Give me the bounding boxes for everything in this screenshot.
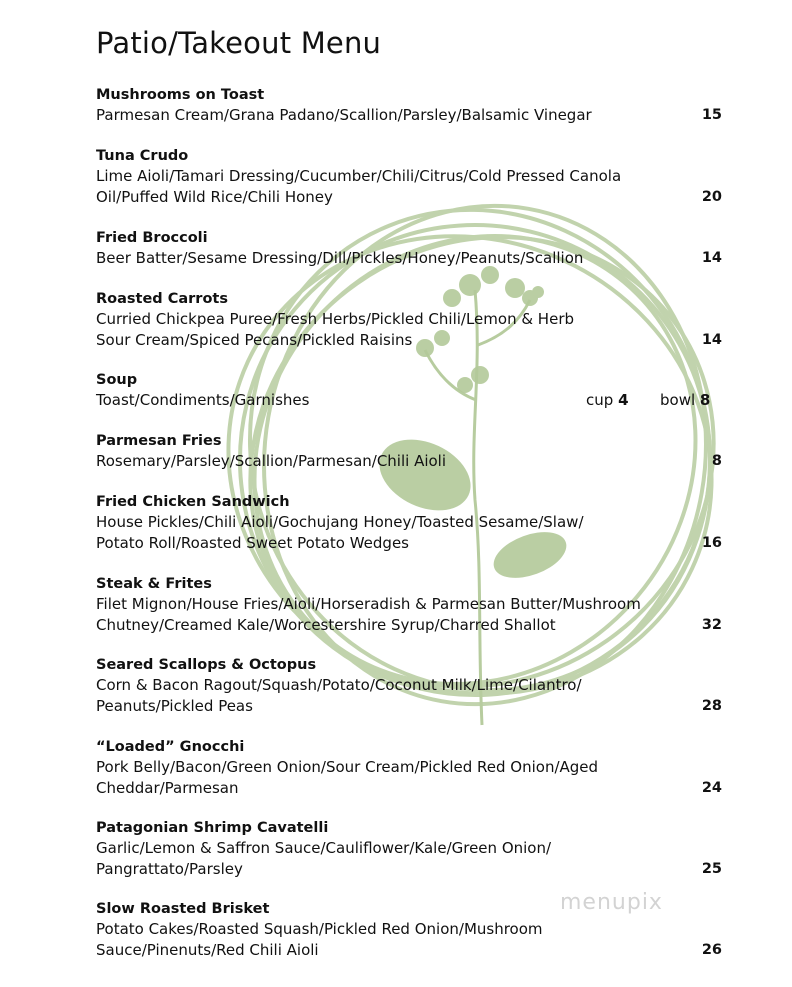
- item-name: Slow Roasted Brisket: [96, 901, 270, 917]
- item-description: Curried Chickpea Puree/Fresh Herbs/Pickled Chili/Lemon & Herb: [96, 310, 575, 328]
- item-name: Tuna Crudo: [96, 148, 189, 164]
- item-name: “Loaded” Gnocchi: [96, 739, 245, 755]
- item-price: 26: [701, 941, 722, 958]
- item-description: House Pickles/Chili Aioli/Gochujang Honey/Toasted Sesame/Slaw/: [96, 513, 584, 531]
- item-description: Potato Roll/Roasted Sweet Potato Wedges: [96, 533, 409, 552]
- item-description: Chutney/Creamed Kale/Worcestershire Syrup/Charred Shallot: [96, 615, 556, 634]
- item-description: Sour Cream/Spiced Pecans/Pickled Raisins: [96, 330, 413, 349]
- menu-item-patagonian-shrimp-cavatelli: [96, 818, 726, 879]
- item-description: Sauce/Pinenuts/Red Chili Aioli: [96, 940, 319, 959]
- menu-item-mushrooms-on-toast: [96, 85, 726, 126]
- menu-title: Patio/Takeout Menu: [96, 26, 382, 60]
- item-description: Beer Batter/Sesame Dressing/Dill/Pickles/Honey/Peanuts/Scallion: [96, 249, 584, 267]
- item-description: Corn & Bacon Ragout/Squash/Potato/Coconut Milk/Lime/Cilantro/: [96, 676, 582, 694]
- item-description: Pork Belly/Bacon/Green Onion/Sour Cream/Pickled Red Onion/Aged: [96, 758, 599, 776]
- menu-item-seared-scallops-octopus: [96, 655, 726, 716]
- item-price: 32: [701, 616, 722, 633]
- item-description: Pangrattato/Parsley: [96, 859, 243, 878]
- item-price: 28: [701, 697, 722, 714]
- item-price: 16: [701, 534, 722, 551]
- menu-item-fried-broccoli: [96, 228, 726, 269]
- menu-item-parmesan-fries: [96, 431, 726, 472]
- item-name: Parmesan Fries: [96, 433, 222, 449]
- item-description: Lime Aioli/Tamari Dressing/Cucumber/Chili/Citrus/Cold Pressed Canola: [96, 167, 622, 185]
- item-name: Seared Scallops & Octopus: [96, 657, 317, 673]
- item-description: Parmesan Cream/Grana Padano/Scallion/Parsley/Balsamic Vinegar: [96, 106, 592, 124]
- item-description: Garlic/Lemon & Saffron Sauce/Cauliflower/Kale/Green Onion/: [96, 839, 552, 857]
- menu-item-roasted-carrots: [96, 289, 726, 350]
- soup-cup-price: cup 4: [586, 391, 629, 409]
- item-description: Oil/Puffed Wild Rice/Chili Honey: [96, 187, 333, 206]
- item-description: Toast/Condiments/Garnishes: [96, 391, 310, 409]
- item-price: 15: [701, 107, 722, 123]
- menu-item-steak-frites: [96, 574, 726, 635]
- item-name: Steak & Frites: [96, 576, 212, 592]
- item-name: Mushrooms on Toast: [96, 87, 265, 103]
- menu-item-tuna-crudo: [96, 146, 726, 207]
- item-price: 20: [701, 188, 722, 205]
- item-description: Rosemary/Parsley/Scallion/Parmesan/Chili Aioli: [96, 452, 447, 470]
- item-name: Roasted Carrots: [96, 291, 228, 307]
- item-description: Potato Cakes/Roasted Squash/Pickled Red Onion/Mushroom: [96, 920, 543, 938]
- item-name: Fried Broccoli: [96, 230, 208, 246]
- item-price: 8: [711, 453, 722, 469]
- item-price: 14: [701, 250, 722, 266]
- menupix-watermark: menupix: [560, 890, 663, 915]
- item-price: 25: [701, 860, 722, 877]
- item-name: Patagonian Shrimp Cavatelli: [96, 820, 329, 836]
- item-description: Cheddar/Parmesan: [96, 778, 239, 797]
- menu-item-fried-chicken-sandwich: [96, 492, 726, 553]
- item-price: 14: [701, 331, 722, 348]
- soup-bowl-price: bowl 8: [660, 391, 711, 409]
- menu-item-soup: [96, 370, 726, 411]
- item-description: Peanuts/Pickled Peas: [96, 696, 253, 715]
- item-name: Fried Chicken Sandwich: [96, 494, 290, 510]
- item-description: Filet Mignon/House Fries/Aioli/Horseradish & Parmesan Butter/Mushroom: [96, 595, 641, 613]
- item-price: 24: [701, 779, 722, 796]
- item-name: Soup: [96, 372, 138, 388]
- menu-item-loaded-gnocchi: [96, 737, 726, 798]
